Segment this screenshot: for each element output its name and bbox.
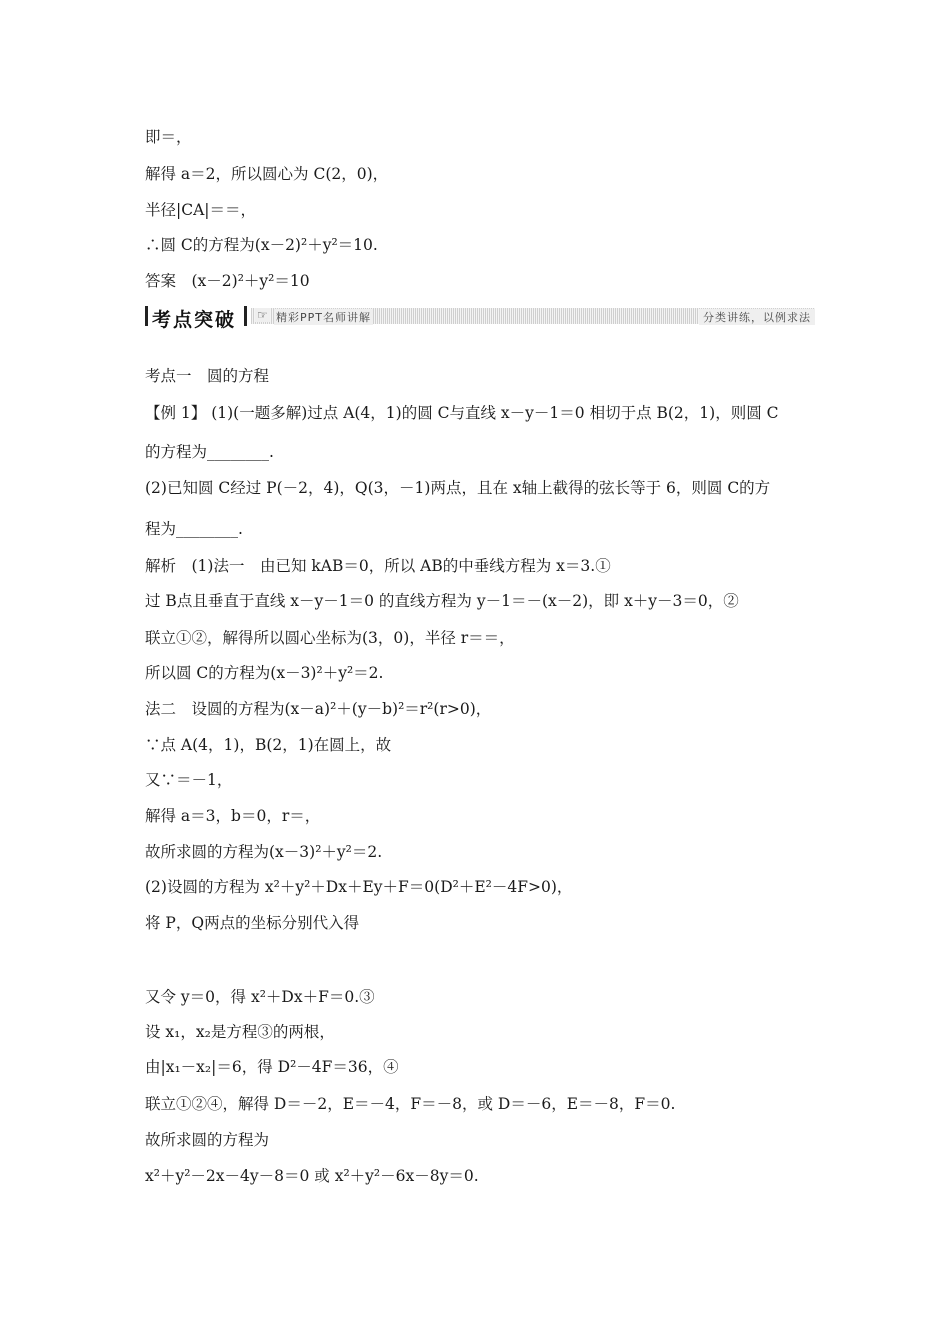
banner-divider [244, 306, 247, 326]
text-line: 即＝， [145, 128, 192, 146]
text-line: 由|x₁－x₂|＝6，得 D²－4F＝36，④ [145, 1058, 399, 1076]
text-line: 法二 设圆的方程为(x－a)²＋(y－b)²＝r²(r>0)， [145, 700, 492, 718]
text-line: 联立①②，解得所以圆心坐标为(3，0)，半径 r＝＝， [145, 629, 515, 647]
text-line: ∵点 A(4，1)，B(2，1)在圆上，故 [145, 736, 392, 754]
text-line: x²＋y²－2x－4y－8＝0 或 x²＋y²－6x－8y＝0. [145, 1167, 479, 1185]
answer-line: 答案 (x－2)²＋y²＝10 [145, 272, 310, 290]
text-line: 的方程为________. [145, 443, 274, 461]
text-line: 故所求圆的方程为(x－3)²＋y²＝2. [145, 843, 383, 861]
text-line: 设 x₁，x₂是方程③的两根， [145, 1023, 335, 1041]
text-line: 又∵＝－1， [145, 771, 233, 789]
text-line: 所以圆 C的方程为(x－3)²＋y²＝2. [145, 664, 384, 682]
text-line: 又令 y＝0，得 x²＋Dx＋F＝0.③ [145, 988, 375, 1006]
text-line: (2)设圆的方程为 x²＋y²＋Dx＋Ey＋F＝0(D²＋E²－4F>0)， [145, 878, 573, 896]
text-line: 联立①②④，解得 D＝－2，E＝－4，F＝－8，或 D＝－6，E＝－8，F＝0. [145, 1095, 676, 1113]
banner-divider [145, 306, 148, 326]
text-line: 解析 (1)法一 由已知 kAB＝0，所以 AB的中垂线方程为 x＝3.① [145, 557, 611, 575]
text-line: 半径|CA|＝＝， [145, 201, 256, 219]
text-line: 故所求圆的方程为 [145, 1131, 270, 1149]
section-heading: 考点一 圆的方程 [145, 367, 270, 385]
text-line: 过 B点且垂直于直线 x－y－1＝0 的直线方程为 y－1＝－(x－2)，即 x＋y－3＝0，② [145, 592, 739, 610]
banner-subtitle: 精彩PPT名师讲解 [276, 311, 371, 324]
text-line: 解得 a＝2，所以圆心为 C(2，0)， [145, 165, 389, 183]
banner-title: 考点突破 [152, 309, 237, 331]
text-line: 程为________. [145, 520, 243, 538]
section-banner [145, 304, 815, 331]
banner-right-text: 分类讲练，以例求法 [699, 309, 815, 325]
text-line: 将 P，Q两点的坐标分别代入得 [145, 914, 360, 932]
text-line: ∴圆 C的方程为(x－2)²＋y²＝10. [145, 236, 378, 254]
pointing-hand-icon: ☞ [257, 308, 268, 322]
text-line: 【例 1】 (1)(一题多解)过点 A(4，1)的圆 C与直线 x－y－1＝0 相切于点 B(2，1)，则圆 C [145, 404, 779, 422]
text-line: (2)已知圆 C经过 P(－2，4)，Q(3，－1)两点，且在 x轴上截得的弦长等于 6，则圆 C的方 [145, 479, 771, 497]
text-line: 解得 a＝3，b＝0，r＝， [145, 807, 321, 825]
